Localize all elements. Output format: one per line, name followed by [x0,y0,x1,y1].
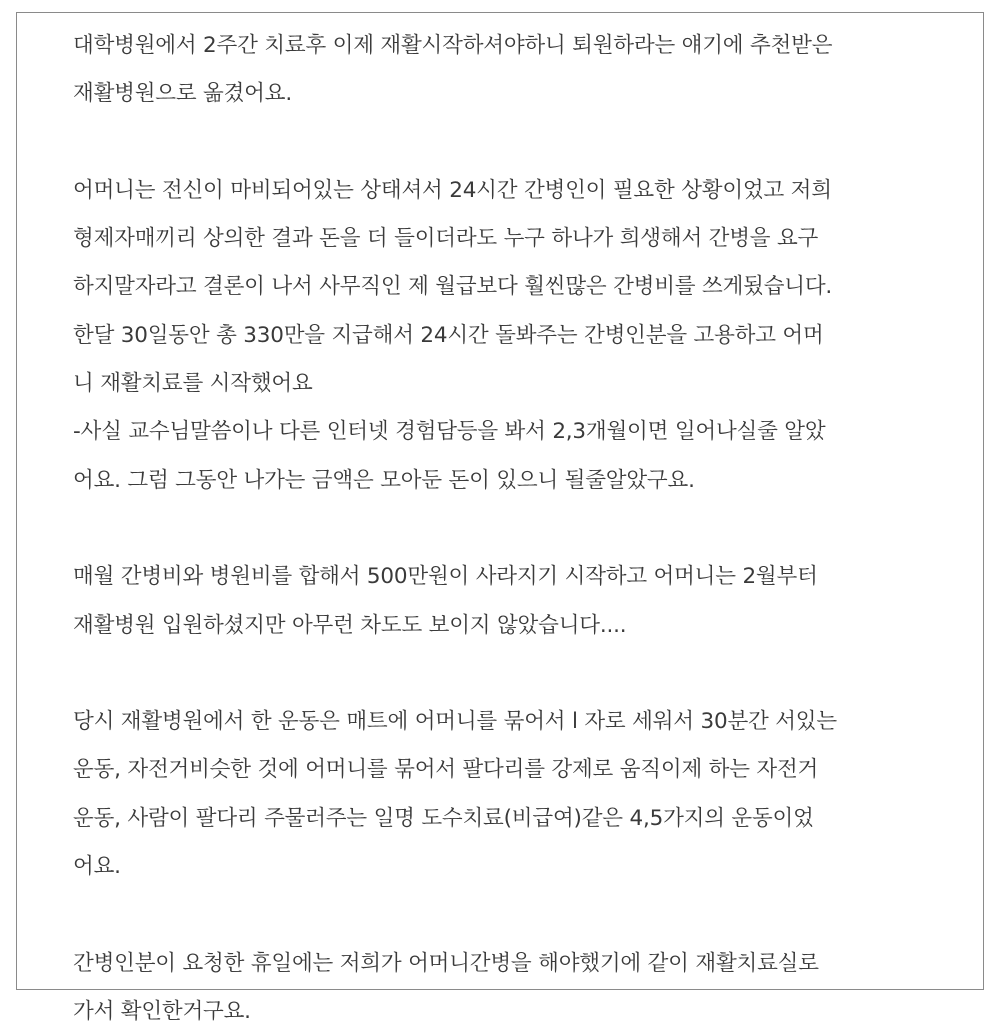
paragraph-gap [73,650,973,698]
paragraph [73,698,973,891]
text-line: 운동, 사람이 팔다리 주물러주는 일명 도수치료(비급여)같은 4,5가지의 운동이었 [73,805,814,831]
text-line: -사실 교수님말씀이나 다른 인터넷 경험담등을 봐서 2,3개월이면 일어나실줄 알았 [73,419,826,445]
text-line: 매월 간병비와 병원비를 합해서 500만원이 사라지기 시작하고 어머니는 2월부터 [73,564,818,590]
text-line: 재활병원 입원하셨지만 아무런 차도도 보이지 않았습니다.... [73,612,627,638]
paragraph [73,167,973,505]
text-line: 니 재활치료를 시작했어요 [73,371,313,397]
text-line: 대학병원에서 2주간 치료후 이제 재활시작하셔야하니 퇴원하라는 얘기에 추천받은 [73,33,833,58]
paragraph-gap [73,891,973,939]
text-line: 어요. 그럼 그동안 나가는 금액은 모아둔 돈이 있으니 될줄알았구요. [73,467,695,493]
paragraph-gap [73,119,973,167]
text-line: 당시 재활병원에서 한 운동은 매트에 어머니를 묶어서 l 자로 세워서 30분간 서있는 [73,709,837,735]
text-line: 운동, 자전거비슷한 것에 어머니를 묶어서 팔다리를 강제로 움직이제 하는 자전거 [73,757,819,783]
text-line: 어머니는 전신이 마비되어있는 상태셔서 24시간 간병인이 필요한 상황이었고 저희 [73,177,832,203]
text-line: 하지말자라고 결론이 나서 사무직인 제 월급보다 훨씬많은 간병비를 쓰게됬습니다. [73,274,833,300]
paragraph [73,22,973,119]
article-body [73,22,973,1036]
text-line: 어요. [73,854,121,880]
text-line: 간병인분이 요청한 휴일에는 저희가 어머니간병을 해야했기에 같이 재활치료실로 [73,950,819,976]
text-line: 재활병원으로 옮겼어요. [73,81,292,107]
text-line: 형제자매끼리 상의한 결과 돈을 더 들이더라도 누구 하나가 희생해서 간병을 요구 [73,226,819,252]
text-line: 한달 30일동안 총 330만을 지급해서 24시간 돌봐주는 간병인분을 고용하고 어머 [73,322,824,348]
text-line: 가서 확인한거구요. [73,998,251,1024]
paragraph [73,940,973,1036]
paragraph [73,553,973,650]
paragraph-gap [73,505,973,553]
